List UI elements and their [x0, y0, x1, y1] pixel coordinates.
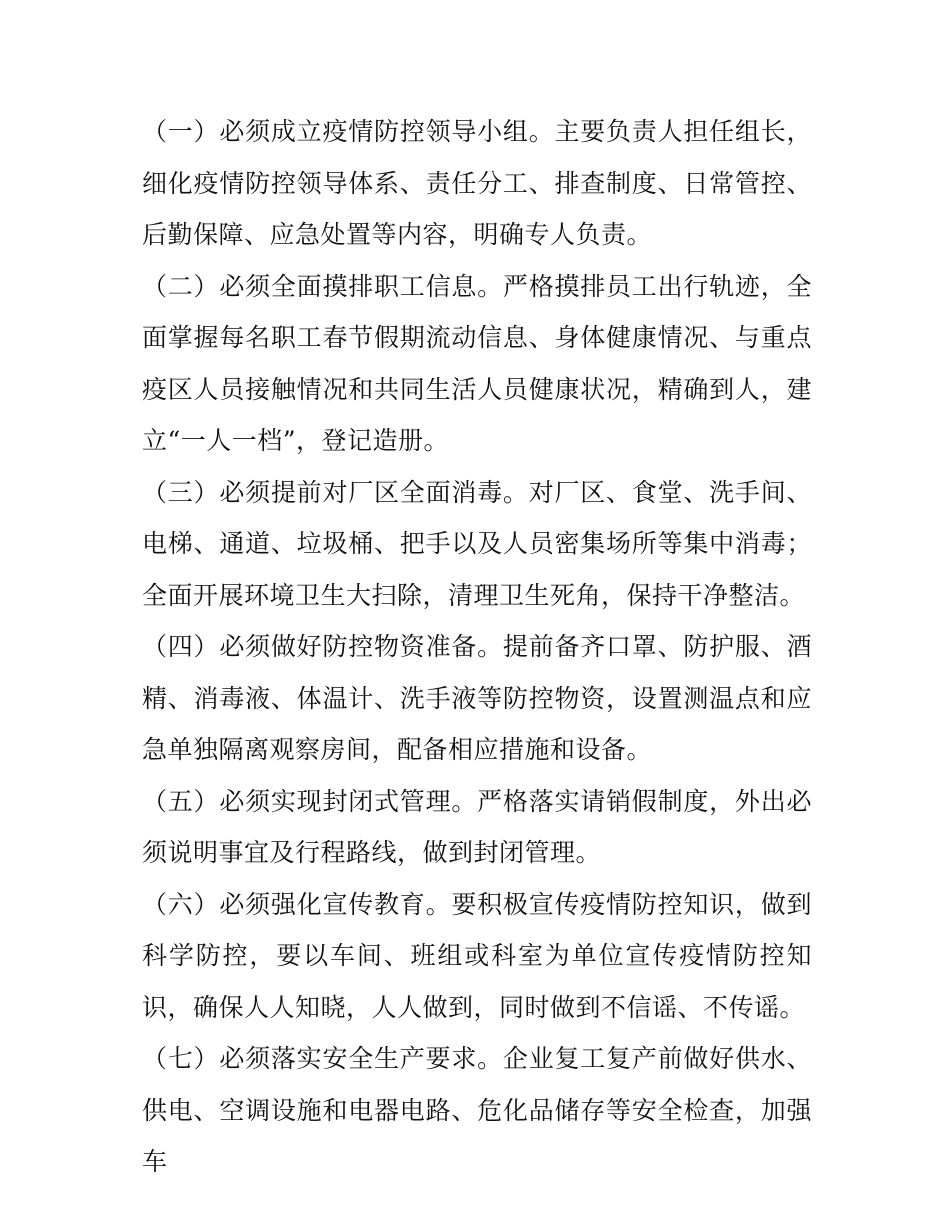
- paragraph-5: （五）必须实现封闭式管理。严格落实请销假制度，外出必须说明事宜及行程路线，做到封闭管理。: [142, 786, 812, 867]
- paragraph-7: （七）必须落实安全生产要求。企业复工复产前做好供水、供电、空调设施和电器电路、危化品储存等安全检查，加强车: [142, 1044, 812, 1176]
- paragraph-4: （四）必须做好防控物资准备。提前备齐口罩、防护服、酒精、消毒液、体温计、洗手液等防控物资，设置测温点和应急单独隔离观察房间，配备相应措施和设备。: [142, 632, 812, 764]
- document-body: [142, 106, 812, 1188]
- paragraph-1: （一）必须成立疫情防控领导小组。主要负责人担任组长，细化疫情防控领导体系、责任分工、排查制度、日常管控、后勤保障、应急处置等内容，明确专人负责。: [142, 117, 812, 249]
- paragraph-6: （六）必须强化宣传教育。要积极宣传疫情防控知识，做到科学防控，要以车间、班组或科室为单位宣传疫情防控知识，确保人人知晓，人人做到，同时做到不信谣、不传谣。: [142, 889, 812, 1022]
- paragraph-2: （二）必须全面摸排职工信息。严格摸排员工出行轨迹，全面掌握每名职工春节假期流动信息、身体健康情况、与重点疫区人员接触情况和共同生活人员健康状况，精确到人，建立“一人一档”，登记造册。: [142, 271, 812, 455]
- paragraph-3: （三）必须提前对厂区全面消毒。对厂区、食堂、洗手间、电梯、通道、垃圾桶、把手以及人员密集场所等集中消毒；全面开展环境卫生大扫除，清理卫生死角，保持干净整洁。: [142, 477, 812, 610]
